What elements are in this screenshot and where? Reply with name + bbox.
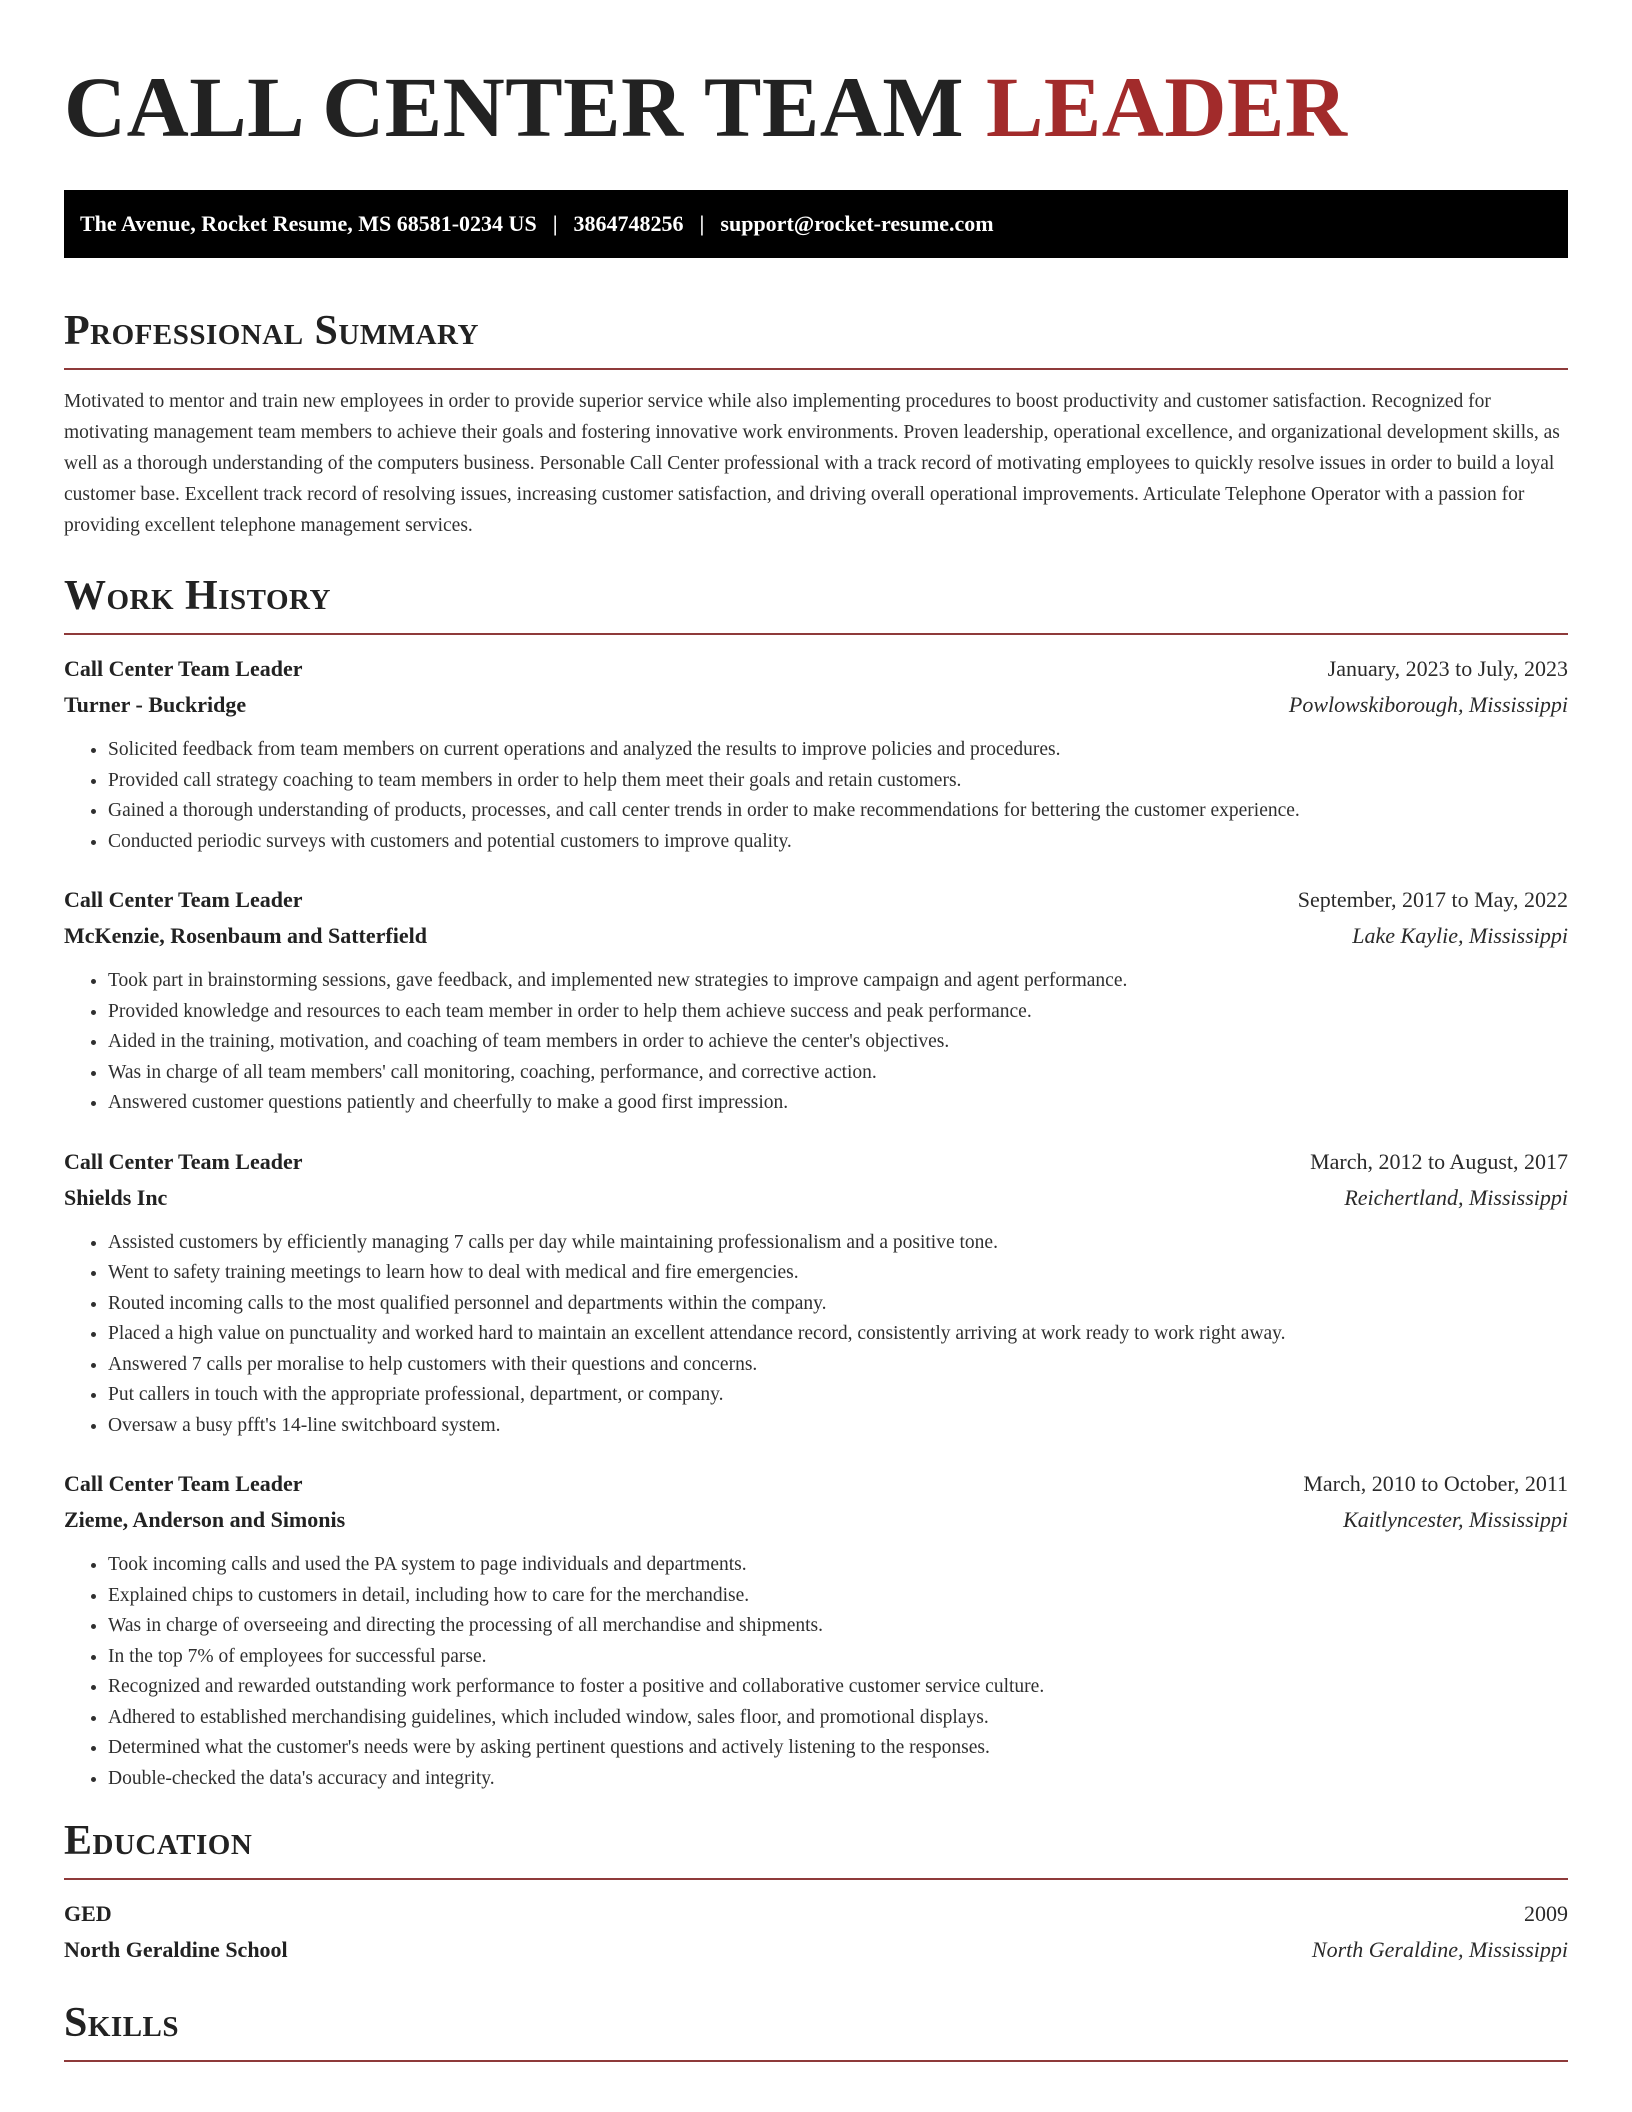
job-bullets [64, 735, 1568, 857]
list-item: • Recognized and rewarded outstanding work performance to foster a positive and collaborative customer service culture. [108, 1672, 1568, 1703]
list-item: • Took incoming calls and used the PA system to page individuals and departments. [108, 1550, 1568, 1581]
work-heading: Work History [64, 573, 331, 619]
job-dates: September, 2017 to May, 2022 [1297, 887, 1568, 912]
list-item: • Answered customer questions patiently and cheerfully to make a good first impression. [108, 1088, 1568, 1119]
list-item: • Solicited feedback from team members on current operations and analyzed the results to improve policies and procedures. [108, 735, 1568, 766]
job-title: Call Center Team Leader [64, 656, 303, 681]
job-title: Call Center Team Leader [64, 1148, 303, 1174]
job-list [64, 651, 1568, 1794]
job-header-row [64, 651, 1568, 687]
job-dates: March, 2010 to October, 2011 [1303, 1471, 1568, 1496]
job-company: Shields Inc [64, 1184, 168, 1210]
job-company: Zieme, Anderson and Simonis [64, 1507, 346, 1532]
list-item: • Provided knowledge and resources to each team member in order to help them achieve success and peak performance. [108, 997, 1568, 1028]
job-bullets [64, 966, 1568, 1119]
job-company-row [64, 1180, 1568, 1216]
job-location: Lake Kaylie, Mississippi [1352, 923, 1568, 948]
job-header-row [64, 882, 1568, 918]
job-dates: March, 2012 to August, 2017 [1310, 1148, 1568, 1174]
page-title [64, 56, 1568, 155]
job-header-row [64, 1144, 1568, 1180]
title-accent: LEADER [986, 59, 1348, 155]
job-entry [64, 882, 1568, 1119]
education-school-row [64, 1932, 1568, 1968]
title-main: CALL CENTER TEAM [64, 59, 987, 155]
job-title: Call Center Team Leader [64, 887, 303, 912]
list-item: • Oversaw a busy pfft's 14-line switchboard system. [108, 1411, 1568, 1442]
list-item: • Gained a thorough understanding of products, processes, and call center trends in order to make recommendations for bettering the customer experience. [108, 796, 1568, 827]
job-entry [64, 1466, 1568, 1794]
list-item: • Determined what the customer's needs were by asking pertinent questions and actively listening to the responses. [108, 1733, 1568, 1764]
contact-separator: | [552, 211, 558, 236]
skills-heading: Skills [64, 2000, 180, 2046]
job-title: Call Center Team Leader [64, 1471, 303, 1496]
list-item: • Adhered to established merchandising guidelines, which included window, sales floor, and promotional displays. [108, 1703, 1568, 1734]
summary-heading: Professional Summary [64, 308, 479, 354]
job-company: McKenzie, Rosenbaum and Satterfield [64, 923, 427, 948]
list-item: • Answered 7 calls per moralise to help customers with their questions and concerns. [108, 1350, 1568, 1381]
education-school: North Geraldine School [64, 1937, 288, 1962]
skills-divider [64, 2060, 1568, 2062]
contact-phone: 3864748256 [573, 211, 684, 236]
list-item: • Provided call strategy coaching to team members in order to help them meet their goals and retain customers. [108, 766, 1568, 797]
summary-divider [64, 368, 1568, 370]
education-degree-row [64, 1896, 1568, 1932]
list-item: • Conducted periodic surveys with customers and potential customers to improve quality. [108, 827, 1568, 858]
job-location: Kaitlyncester, Mississippi [1343, 1507, 1568, 1532]
list-item: • In the top 7% of employees for successful parse. [108, 1642, 1568, 1673]
list-item: • Double-checked the data's accuracy and integrity. [108, 1764, 1568, 1795]
education-degree: GED [64, 1901, 112, 1926]
list-item: • Was in charge of overseeing and directing the processing of all merchandise and shipments. [108, 1611, 1568, 1642]
education-heading: Education [64, 1818, 253, 1864]
contact-email: support@rocket-resume.com [720, 211, 994, 236]
contact-separator: | [699, 211, 705, 236]
list-item: • Assisted customers by efficiently managing 7 calls per day while maintaining professionalism and a positive tone. [108, 1228, 1568, 1259]
job-dates: January, 2023 to July, 2023 [1327, 656, 1568, 681]
contact-bar [64, 190, 1568, 258]
education-year: 2009 [1524, 1901, 1568, 1926]
education-divider [64, 1878, 1568, 1880]
job-entry [64, 1144, 1568, 1442]
education-location: North Geraldine, Mississippi [1311, 1937, 1568, 1962]
list-item: • Aided in the training, motivation, and coaching of team members in order to achieve the center's objectives. [108, 1027, 1568, 1058]
job-company: Turner - Buckridge [64, 692, 247, 717]
list-item: • Was in charge of all team members' call monitoring, coaching, performance, and corrective action. [108, 1058, 1568, 1089]
job-company-row [64, 687, 1568, 723]
work-divider [64, 633, 1568, 635]
contact-address: The Avenue, Rocket Resume, MS 68581-0234 US [80, 211, 537, 236]
list-item: • Explained chips to customers in detail, including how to care for the merchandise. [108, 1581, 1568, 1612]
summary-text: Motivated to mentor and train new employees in order to provide superior service while also implementing procedures to boost productivity and customer satisfaction. Recognized for motivating management team members to achieve their goals and fostering innovative work environments. Proven leadership, operational excellence, and organizational development skills, as well as a thorough understanding of the computers business. Personable Call Center professional with a track record of motivating employees to quickly resolve issues in order to build a loyal customer base. Excellent track record of resolving issues, increasing customer satisfaction, and driving overall operational improvements. Articulate Telephone Operator with a passion for providing excellent telephone management services. [64, 391, 1560, 536]
education-entry [64, 1896, 1568, 1968]
list-item: • Took part in brainstorming sessions, gave feedback, and implemented new strategies to improve campaign and agent performance. [108, 966, 1568, 997]
job-location: Powlowskiborough, Mississippi [1288, 692, 1568, 717]
list-item: • Routed incoming calls to the most qualified personnel and departments within the company. [108, 1289, 1568, 1320]
job-company-row [64, 918, 1568, 954]
list-item: • Went to safety training meetings to learn how to deal with medical and fire emergencies. [108, 1258, 1568, 1289]
job-bullets [64, 1228, 1568, 1442]
list-item: • Put callers in touch with the appropriate professional, department, or company. [108, 1380, 1568, 1411]
job-location: Reichertland, Mississippi [1344, 1184, 1568, 1210]
list-item: • Placed a high value on punctuality and worked hard to maintain an excellent attendance record, consistently arriving at work ready to work right away. [108, 1319, 1568, 1350]
job-header-row [64, 1466, 1568, 1502]
job-company-row [64, 1502, 1568, 1538]
job-bullets [64, 1550, 1568, 1794]
job-entry [64, 651, 1568, 857]
